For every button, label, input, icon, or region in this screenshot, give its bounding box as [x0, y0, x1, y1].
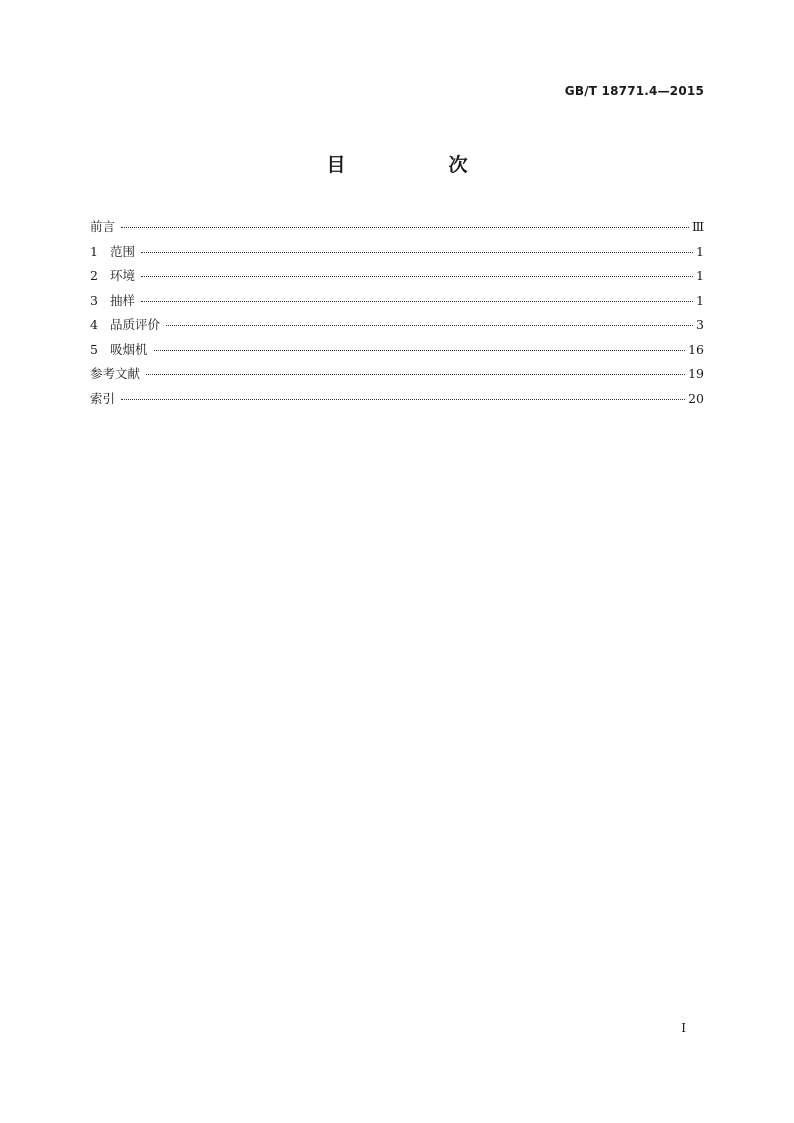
toc-entry-preface[interactable]: [90, 217, 704, 242]
toc-entry-smoking-machine[interactable]: [90, 340, 704, 365]
toc-number: 1: [90, 243, 98, 259]
page-folio: I: [681, 1021, 686, 1035]
toc-page-number: 20: [688, 390, 704, 406]
toc-label: 参考文献: [90, 366, 141, 381]
table-of-contents: [90, 217, 704, 413]
toc-page-number: 16: [688, 341, 704, 357]
toc-entry-index[interactable]: [90, 389, 704, 414]
toc-leader-dots: [154, 350, 686, 351]
toc-leader-dots: [141, 276, 693, 277]
toc-entry-bibliography[interactable]: [90, 364, 704, 389]
toc-label: 品质评价: [110, 317, 161, 332]
toc-page-number: 1: [696, 268, 704, 283]
standard-code: GB/T 18771.4—2015: [564, 84, 704, 98]
toc-number: 5: [90, 341, 98, 357]
toc-label: 抽样: [110, 292, 136, 308]
toc-leader-dots: [141, 301, 693, 302]
toc-number: 4: [90, 317, 98, 332]
toc-leader-dots: [146, 374, 685, 375]
toc-entry-scope[interactable]: [90, 242, 704, 267]
toc-page-number: 1: [696, 243, 704, 259]
toc-entry-environment[interactable]: [90, 266, 704, 291]
toc-number: 2: [90, 268, 98, 283]
toc-entry-quality-evaluation[interactable]: [90, 315, 704, 340]
page-title: 目 次: [326, 154, 510, 176]
toc-page-number: 19: [688, 366, 704, 381]
toc-page-number: 1: [696, 292, 704, 308]
toc-leader-dots: [121, 399, 685, 400]
toc-label: 范围: [110, 243, 136, 259]
toc-label: 环境: [110, 268, 136, 283]
toc-leader-dots: [121, 227, 689, 228]
toc-leader-dots: [141, 252, 693, 253]
toc-entry-sampling[interactable]: [90, 291, 704, 316]
toc-number: 3: [90, 292, 98, 308]
toc-label: 吸烟机: [110, 341, 148, 357]
toc-page-number: Ⅲ: [691, 219, 704, 234]
toc-leader-dots: [166, 325, 693, 326]
toc-label: 前言: [90, 219, 116, 234]
toc-page-number: 3: [696, 317, 704, 332]
toc-label: 索引: [90, 390, 116, 406]
